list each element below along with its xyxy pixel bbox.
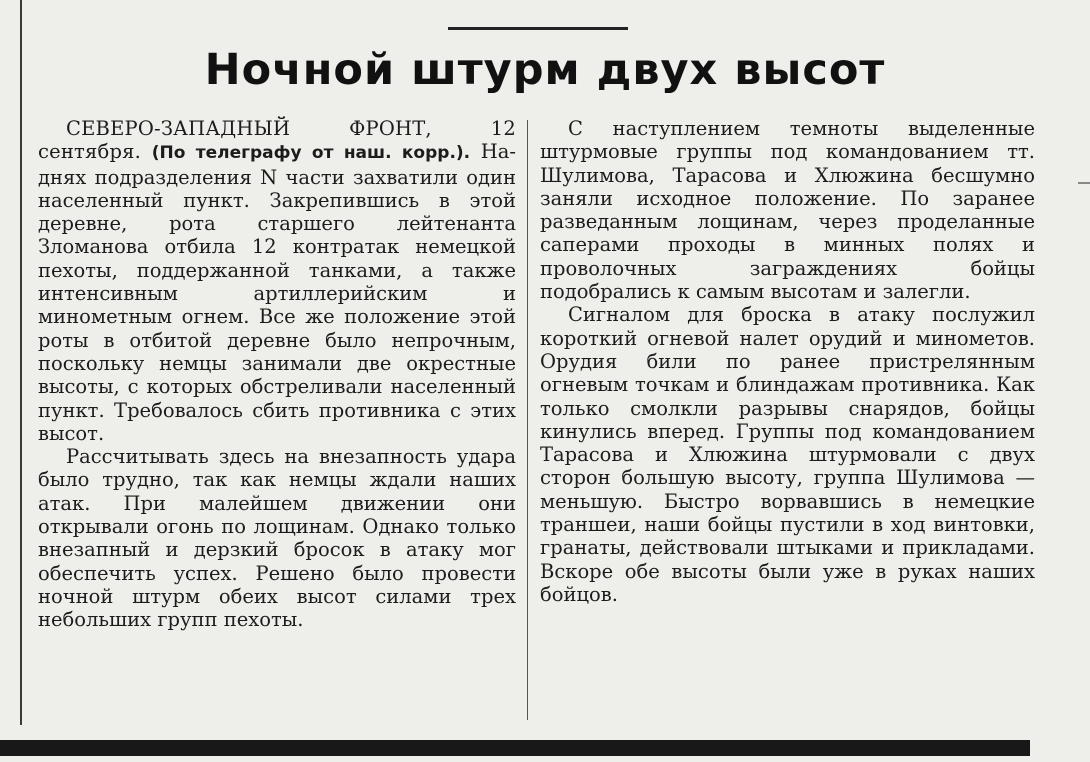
top-divider-rule [448, 27, 628, 30]
article-column-left [38, 117, 516, 632]
left-margin-rule [20, 0, 22, 725]
bottom-divider-rule [0, 740, 1030, 756]
article-paragraph: С наступлением темноты выделенные штурмовые группы под командованием тт. Шулимова, Тарасова и Хлюжина бесшумно заняли исходное положение. По заранее разведанным лощинам, через проделанные саперами проходы в минных полях и проволочных заграждениях бойцы подобрались к самым высотам и залегли. [540, 117, 1035, 304]
article-dateline: СЕВЕРО-ЗАПАДНЫЙ ФРОНТ, 12 сентября. [38, 117, 516, 164]
article-column-right [540, 117, 1035, 606]
article-headline: Ночной штурм двух высот [204, 45, 886, 95]
article-paragraph: Сигналом для броска в атаку послужил короткий огневой налет орудий и минометов. Орудия били по ранее пристрелянным огневым точкам и блиндажам противника. Как только смолкли разрывы снарядов, бойцы кинулись вперед. Группы под командованием Тарасова и Хлюжина штурмовали с двух сторон большую высоту, группа Шулимова — меньшую. Быстро ворвавшись в немецкие траншеи, наши бойцы пустили в ход винтовки, гранаты, действовали штыками и прикладами. Вскоре обе высоты были уже в руках наших бойцов. [540, 303, 1035, 606]
right-edge-mark [1078, 182, 1090, 184]
article-paragraph [38, 117, 516, 445]
article-paragraph: Рассчитывать здесь на внезапность удара было трудно, так как немцы ждали наших атак. При малейшем движении они открывали огонь по лощинам. Однако только внезапный и дерзкий бросок в атаку мог обеспечить успех. Решено было провести ночной штурм обеих высот силами трех небольших групп пехоты. [38, 445, 516, 632]
article-paragraph-text: На-днях подразделения N части захватили один населенный пункт. Закрепившись в этой деревне, рота старшего лейтенанта Зломанова отбила 12 контратак немецкой пехоты, поддержанной танками, а также интенсивным артиллерийским и минометным огнем. Все же положение этой роты в отбитой деревне было непрочным, поскольку немцы занимали две окрестные высоты, с которых обстреливали населенный пункт. Требовалось сбить противника с этих высот. [38, 140, 517, 445]
article-credit: (По телеграфу от наш. корр.). [151, 143, 471, 164]
column-divider-rule [527, 120, 528, 720]
